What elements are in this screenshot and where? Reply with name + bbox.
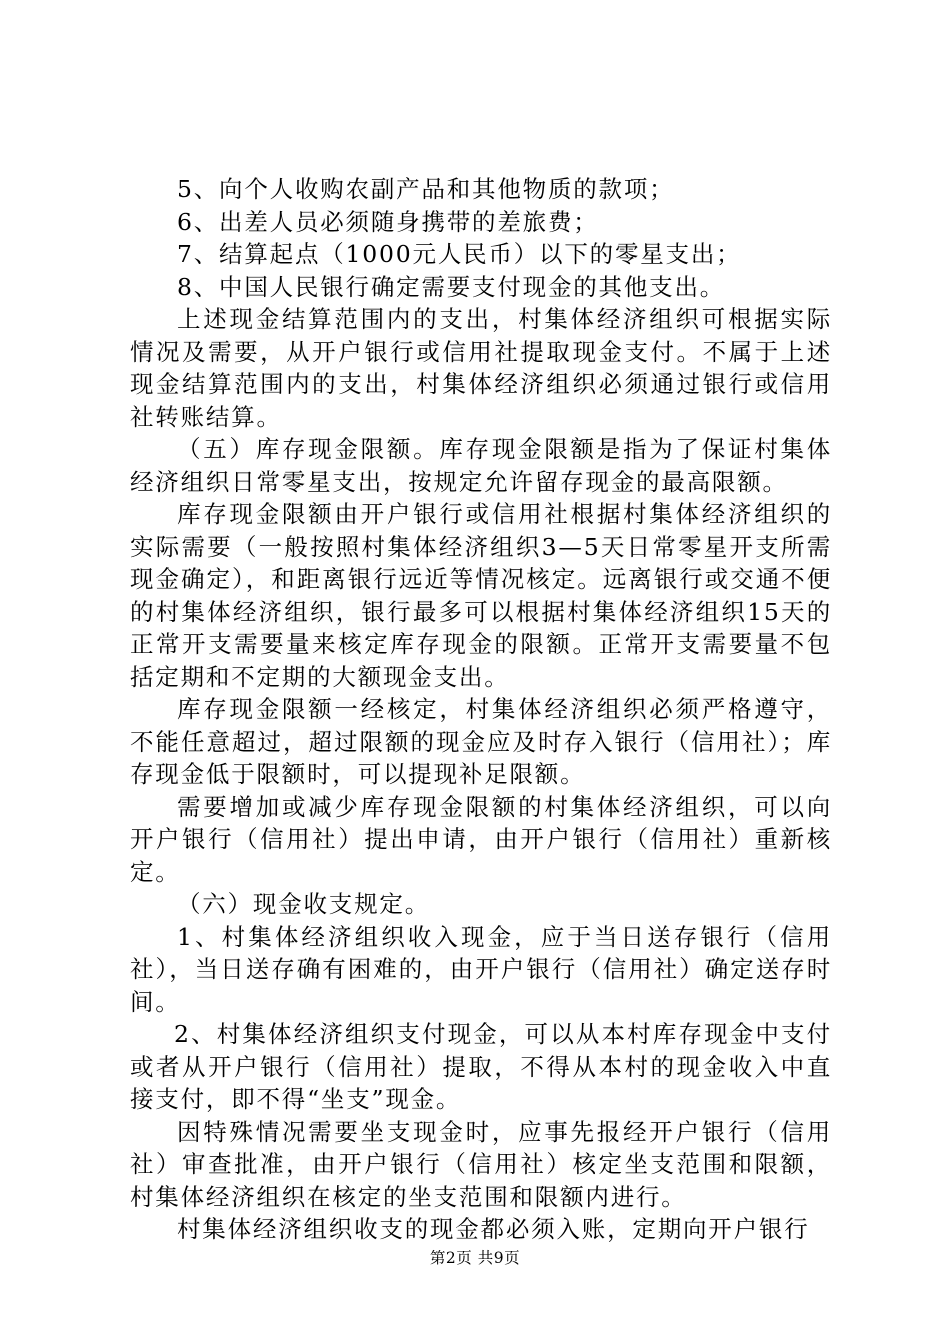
- list-item-7: 7、结算起点（1000元人民币）以下的零星支出；: [177, 240, 742, 268]
- document-body: [130, 173, 832, 1246]
- section-heading-six: （六）现金收支规定。: [177, 890, 430, 918]
- paragraph-cash-limit-determination: 库存现金限额由开户银行或信用社根据村集体经济组织的实际需要（一般按照村集体经济组织3—5天日常零星开支所需现金确定），和距离银行远近等情况核定。远离银行或交通不便的村集体经济组织，银行最多可以根据村集体经济组织15天的正常开支需要量来核定库存现金的限额。正常开支需要量不包括定期和不定期的大额现金支出。: [130, 500, 832, 691]
- list-item-5: 5、向个人收购农副产品和其他物质的款项；: [177, 175, 675, 203]
- page-footer: [0, 1246, 950, 1268]
- paragraph-cash-settlement: 上述现金结算范围内的支出，村集体经济组织可根据实际情况及需要，从开户银行或信用社提取现金支付。不属于上述现金结算范围内的支出，村集体经济组织必须通过银行或信用社转账结算。: [130, 305, 832, 431]
- section-heading-five: （五）库存现金限额。库存现金限额是指为了保证村集体经济组织日常零星支出，按规定允许留存现金的最高限额。: [130, 435, 832, 496]
- page-indicator: 第2页 共9页: [429, 1249, 521, 1267]
- paragraph-cash-limit-compliance: 库存现金限额一经核定，村集体经济组织必须严格遵守，不能任意超过，超过限额的现金应及时存入银行（信用社）；库存现金低于限额时，可以提现补足限额。: [130, 695, 832, 788]
- paragraph-cash-limit-adjustment: 需要增加或减少库存现金限额的村集体经济组织，可以向开户银行（信用社）提出申请，由开户银行（信用社）重新核定。: [130, 792, 832, 886]
- list-item-6: 6、出差人员必须随身携带的差旅费；: [177, 207, 599, 236]
- list-item-rule-1: 1、村集体经济组织收入现金，应于当日送存银行（信用社），当日送存确有困难的，由开户银行（信用社）确定送存时间。: [130, 922, 832, 1016]
- paragraph-special-cases: 因特殊情况需要坐支现金时，应事先报经开户银行（信用社）审查批准，由开户银行（信用社）核定坐支范围和限额，村集体经济组织在核定的坐支范围和限额内进行。: [130, 1117, 832, 1211]
- list-item-8: 8、中国人民银行确定需要支付现金的其他支出。: [177, 272, 726, 301]
- paragraph-bookkeeping: 村集体经济组织收支的现金都必须入账，定期向开户银行: [177, 1215, 810, 1243]
- list-item-rule-2: 2、村集体经济组织支付现金，可以从本村库存现金中支付或者从开户银行（信用社）提取，不得从本村的现金收入中直接支付，即不得“坐支”现金。: [130, 1020, 832, 1113]
